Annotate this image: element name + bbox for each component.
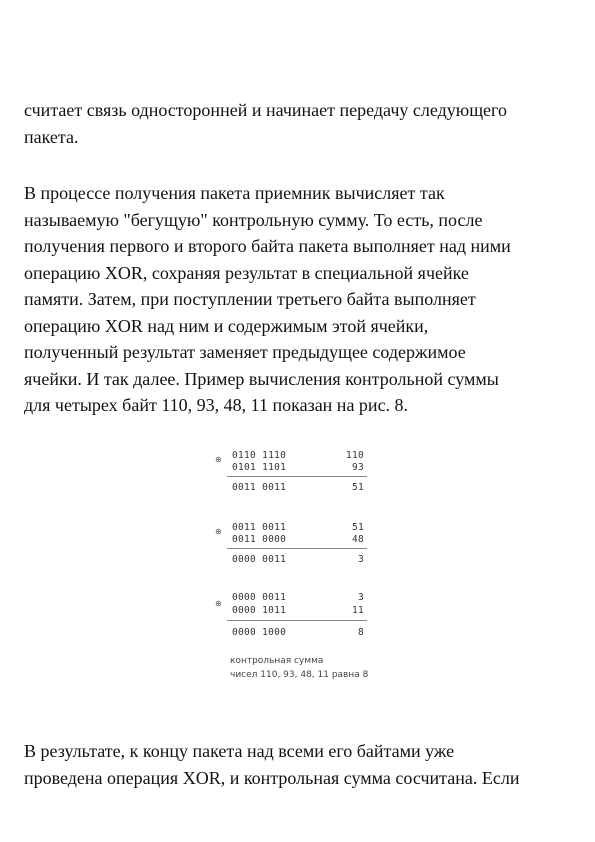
- decimal-value: 3: [357, 554, 364, 565]
- figure-caption-line-2: чисел 110, 93, 48, 11 равна 8: [230, 670, 369, 680]
- xor-step-marker-icon: ⊕: [215, 455, 222, 464]
- binary-value: 0101 1101: [232, 462, 287, 473]
- decimal-value: 51: [351, 522, 364, 533]
- operand-row: [232, 462, 382, 474]
- xor-step-marker-icon: ⊕: [215, 599, 222, 608]
- operand-row: [232, 592, 382, 604]
- operand-row: [232, 522, 382, 534]
- operand-row: [232, 605, 382, 617]
- binary-value: 0110 1110: [232, 450, 287, 461]
- decimal-value: 48: [351, 534, 364, 545]
- binary-value: 0000 0011: [232, 554, 287, 565]
- sum-divider: [227, 476, 367, 477]
- binary-value: 0000 1011: [232, 605, 287, 616]
- binary-value: 0011 0000: [232, 534, 287, 545]
- operand-row: [232, 450, 382, 462]
- text-line: памяти. Затем, при поступлении третьего байта выполняет: [24, 289, 476, 309]
- paragraph-1: [24, 97, 574, 150]
- paragraph-3: [24, 738, 574, 791]
- text-line: для четырех байт 110, 93, 48, 11 показан на рис. 8.: [24, 395, 409, 415]
- text-line: проведена операция XOR, и контрольная сумма сосчитана. Если: [24, 767, 520, 788]
- decimal-value: 3: [357, 592, 364, 603]
- text-line: полученный результат заменяет предыдущее содержимое: [24, 342, 466, 362]
- decimal-value: 8: [357, 627, 364, 638]
- text-line: операцию XOR, сохраняя результат в специальной ячейке: [24, 262, 469, 283]
- xor-checksum-figure: [205, 448, 395, 688]
- decimal-value: 51: [351, 482, 364, 493]
- binary-value: 0000 0011: [232, 592, 287, 603]
- figure-caption-line-1: контрольная сумма: [230, 656, 324, 666]
- text-line: пакета.: [24, 126, 79, 147]
- decimal-value: 110: [345, 450, 364, 461]
- sum-divider: [227, 548, 367, 549]
- text-line: считает связь односторонней и начинает передачу следующего: [24, 100, 507, 120]
- text-line: В процессе получения пакета приемник вычисляет так: [24, 183, 445, 203]
- text-line: называемую "бегущую" контрольную сумму. То есть, после: [24, 209, 483, 230]
- binary-value: 0000 1000: [232, 627, 287, 638]
- decimal-value: 11: [351, 605, 364, 616]
- binary-value: 0011 0011: [232, 522, 287, 533]
- paragraph-2: [24, 180, 574, 419]
- text-line: ячейки. И так далее. Пример вычисления контрольной суммы: [24, 368, 499, 389]
- xor-step-marker-icon: ⊕: [215, 527, 222, 536]
- sum-divider: [227, 620, 367, 621]
- operand-row: [232, 534, 382, 546]
- result-row: [232, 482, 382, 494]
- text-line: операцию XOR над ним и содержимым этой ячейки,: [24, 315, 429, 336]
- result-row: [232, 627, 382, 639]
- binary-value: 0011 0011: [232, 482, 287, 493]
- decimal-value: 93: [351, 462, 364, 473]
- result-row: [232, 554, 382, 566]
- text-line: В результате, к концу пакета над всеми его байтами уже: [24, 741, 455, 761]
- text-line: получения первого и второго байта пакета выполняет над ними: [24, 236, 511, 256]
